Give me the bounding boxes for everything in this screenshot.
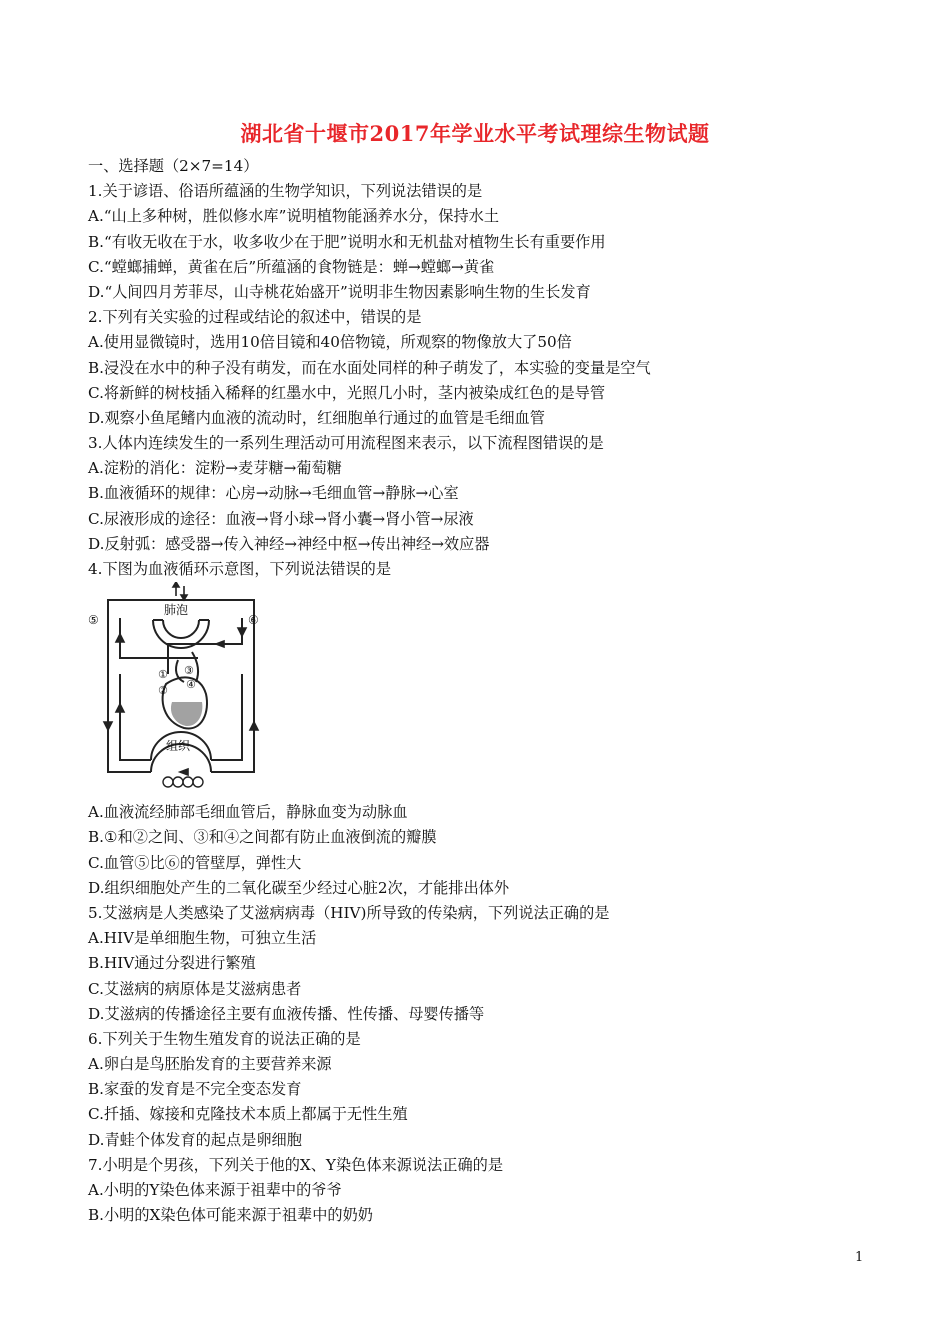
label-2: ② [158, 684, 168, 698]
question-3-option-d: D.反射弧：感受器→传入神经→神经中枢→传出神经→效应器 [88, 534, 490, 553]
question-1-option-c: C.“螳螂捕蝉，黄雀在后”所蕴涵的食物链是：蝉→螳螂→黄雀 [88, 257, 495, 276]
question-list [88, 154, 868, 1228]
question-2-option-c: C.将新鲜的树枝插入稀释的红墨水中，光照几小时，茎内被染成红色的是导管 [88, 383, 606, 402]
question-2-option-b: B.浸没在水中的种子没有萌发，而在水面处同样的种子萌发了，本实验的变量是空气 [88, 358, 651, 377]
question-6-option-c: C.扦插、嫁接和克隆技术本质上都属于无性生殖 [88, 1105, 408, 1124]
question-5-option-a: A.HIV是单细胞生物，可独立生活 [88, 929, 317, 948]
question-5-option-d: D.艾滋病的传播途径主要有血液传播、性传播、母婴传播等 [88, 1004, 485, 1023]
question-6-stem: 6.下列关于生物生殖发育的说法正确的是 [88, 1029, 361, 1048]
question-2-option-d: D.观察小鱼尾鳍内血液的流动时，红细胞单行通过的血管是毛细血管 [88, 408, 545, 427]
page-number: 1 [855, 1250, 864, 1265]
question-4-option-c: C.血管⑤比⑥的管壁厚，弹性大 [88, 853, 302, 872]
question-2-stem: 2.下列有关实验的过程或结论的叙述中，错误的是 [88, 308, 422, 327]
label-1: ① [158, 668, 168, 682]
question-5-option-b: B.HIV通过分裂进行繁殖 [88, 954, 256, 973]
question-4-option-a: A.血液流经肺部毛细血管后，静脉血变为动脉血 [88, 803, 408, 822]
question-2-option-a: A.使用显微镜时，选用10倍目镜和40倍物镜，所观察的物像放大了50倍 [88, 333, 572, 352]
section-heading: 一、选择题（2×7=14） [88, 157, 259, 175]
question-4-option-b: B.①和②之间、③和④之间都有防止血液倒流的瓣膜 [88, 828, 437, 847]
label-6: ⑥ [248, 613, 259, 628]
question-7-option-a: A.小明的Y染色体来源于祖辈中的爷爷 [88, 1181, 342, 1199]
page-title: 湖北省十堰市2017年学业水平考试理综生物试题 [240, 121, 710, 146]
blood-circulation-diagram [88, 582, 868, 800]
question-3-stem: 3.人体内连续发生的一系列生理活动可用流程图来表示，以下流程图错误的是 [88, 434, 604, 453]
question-1-option-a: A.“山上多种树，胜似修水库”说明植物能涵养水分，保持水土 [88, 207, 500, 226]
question-5-option-c: C.艾滋病的病原体是艾滋病患者 [88, 979, 302, 998]
question-1-option-d: D.“人间四月芳菲尽，山寺桃花始盛开”说明非生物因素影响生物的生长发育 [88, 282, 591, 301]
question-1-option-b: B.“有收无收在于水，收多收少在于肥”说明水和无机盐对植物生长有重要作用 [88, 232, 606, 251]
question-4-stem: 4.下图为血液循环示意图，下列说法错误的是 [88, 560, 392, 578]
label-4: ④ [186, 678, 196, 692]
label-3: ③ [184, 664, 194, 678]
circulation-svg [88, 582, 268, 800]
question-3-option-a: A.淀粉的消化：淀粉→麦芽糖→葡萄糖 [88, 459, 342, 478]
question-1-stem: 1.关于谚语、俗语所蕴涵的生物学知识，下列说法错误的是 [88, 182, 483, 201]
question-5-stem: 5.艾滋病是人类感染了艾滋病病毒（HIV)所导致的传染病，下列说法正确的是 [88, 903, 610, 922]
question-3-option-b: B.血液循环的规律：心房→动脉→毛细血管→静脉→心室 [88, 484, 459, 503]
label-5: ⑤ [88, 613, 99, 628]
question-6-option-a: A.卵白是鸟胚胎发育的主要营养来源 [88, 1055, 332, 1074]
tissue-label: 组织 [166, 739, 191, 754]
question-7-option-b: B.小明的X染色体可能来源于祖辈中的奶奶 [88, 1206, 373, 1225]
question-7-stem: 7.小明是个男孩，下列关于他的X、Y染色体来源说法正确的是 [88, 1155, 504, 1174]
lung-label: 肺泡 [164, 603, 189, 618]
question-4-option-d: D.组织细胞处产生的二氧化碳至少经过心脏2次，才能排出体外 [88, 878, 510, 897]
question-6-option-b: B.家蚕的发育是不完全变态发育 [88, 1080, 302, 1099]
question-6-option-d: D.青蛙个体发育的起点是卵细胞 [88, 1130, 302, 1149]
question-3-option-c: C.尿液形成的途径：血液→肾小球→肾小囊→肾小管→尿液 [88, 509, 474, 528]
